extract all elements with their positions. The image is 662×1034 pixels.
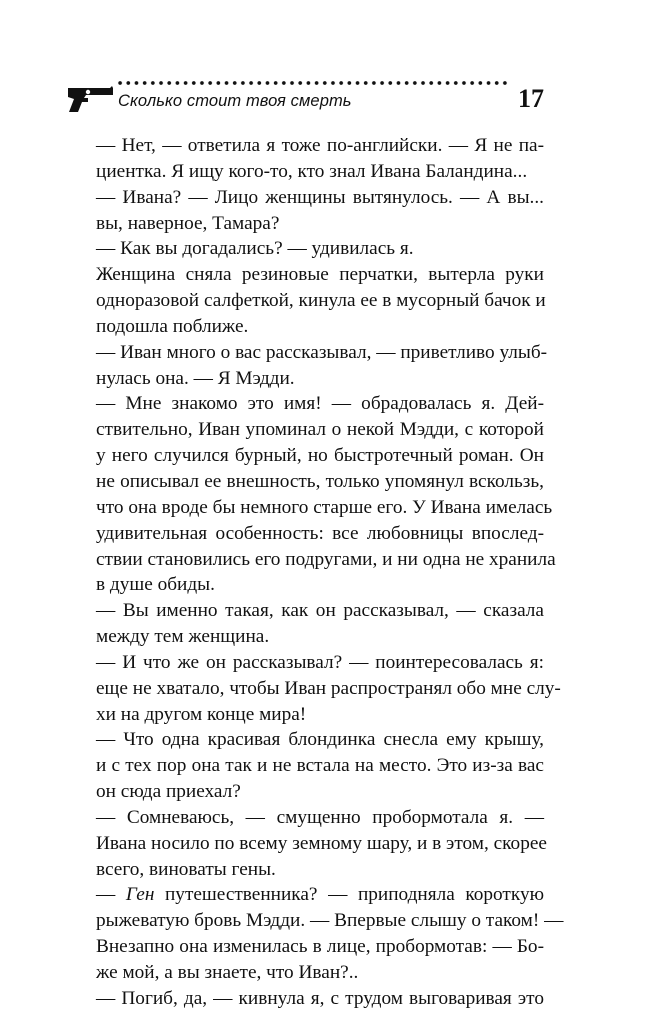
text-line: между тем женщина. [96, 626, 270, 648]
page-header [0, 0, 662, 130]
text-line: ствительно, Иван упоминал о некой Мэдди, с которой [96, 419, 544, 441]
paragraph-first-line: Женщина сняла резиновые перчатки, вытерла руки [96, 264, 544, 286]
text-line: и с тех пор она так и не встала на место. Это из-за вас [96, 755, 544, 777]
body-text [96, 133, 564, 1012]
paragraph-first-line: — Что одна красивая блондинка снесла ему крышу, [96, 729, 544, 751]
paragraph-first-line: — Мне знакомо это имя! — обрадовалась я. Дей- [96, 393, 544, 415]
text-line: Ивана носило по всему земному шару, и в этом, скорее [96, 832, 547, 854]
text-line: не описывал ее внешность, только упомянул вскользь, [96, 470, 544, 492]
paragraph-first-line: — Иван много о вас рассказывал, — приветливо улыб- [96, 341, 548, 363]
text-line: хи на другом конце мира! [96, 703, 307, 725]
text-line: он сюда приехал? [96, 781, 241, 803]
paragraph-first-line: — Сомневаюсь, — смущенно пробормотала я. — [96, 806, 544, 828]
dotted-rule [116, 78, 508, 88]
text-line: еще не хватало, чтобы Иван распространял обо мне слу- [96, 677, 561, 699]
revolver-icon [66, 84, 114, 114]
text-line: удивительная особенность: все любовницы впослед- [96, 522, 544, 544]
text-line: вы, наверное, Тамара? [96, 212, 280, 234]
text-line: одноразовой салфеткой, кинула ее в мусорный бачок и [96, 290, 546, 312]
dash: — Ген [96, 884, 165, 906]
paragraph-first-line: — И что же он рассказывал? — поинтересовалась я: [96, 651, 544, 673]
line-text: путешественника? — приподняла короткую [164, 884, 545, 906]
running-title: Сколько стоит твоя смерть [118, 92, 352, 110]
text-line: рыжеватую бровь Мэдди. — Впервые слышу о таком! — [96, 910, 564, 932]
paragraph-first-line: — Ивана? — Лицо женщины вытянулось. — А вы... [96, 186, 544, 208]
paragraph-first-line [96, 882, 544, 908]
text-line: подошла поближе. [96, 315, 249, 337]
text-line: что она вроде бы немного старше его. У Ивана имелась [96, 496, 553, 518]
paragraph-first-line: — Погиб, да, — кивнула я, с трудом выговаривая это [96, 987, 544, 1009]
page-number: 17 [518, 84, 544, 113]
text-line: всего, виноваты гены. [96, 858, 276, 880]
paragraph-first-line: — Нет, — ответила я тоже по-английски. — Я не па- [96, 135, 544, 156]
paragraph-first-line: — Как вы догадались? — удивилась я. [96, 238, 414, 260]
text-line: же мой, а вы знаете, что Иван?.. [96, 962, 359, 983]
text-line: ствии становились его подругами, и ни одна не хранила [96, 548, 556, 570]
text-line: у него случился бурный, но быстротечный роман. Он [96, 445, 544, 467]
text-line: в душе обиды. [96, 574, 215, 596]
text-line: нулась она. — Я Мэдди. [96, 367, 295, 389]
text-line: циентка. Я ищу кого-то, кто знал Ивана Баландина... [96, 160, 528, 182]
text-line: Внезапно она изменилась в лице, пробормотав: — Бо- [96, 936, 544, 958]
paragraph-first-line: — Вы именно такая, как он рассказывал, — сказала [96, 600, 544, 622]
